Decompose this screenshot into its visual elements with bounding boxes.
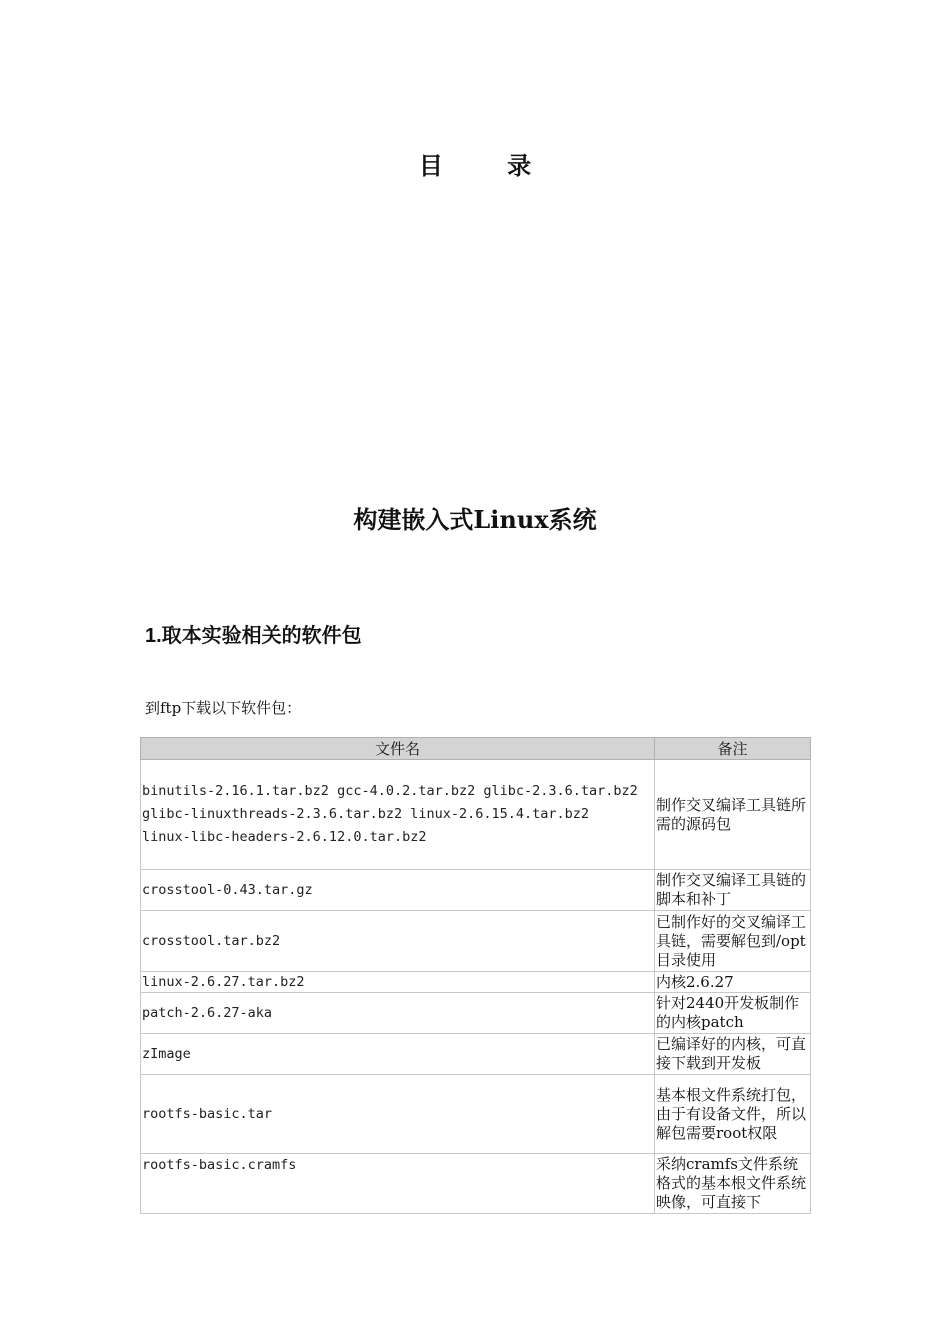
- filename-line: linux-libc-headers-2.6.12.0.tar.bz2: [142, 829, 427, 845]
- table-row: [141, 1075, 811, 1154]
- filename-cell: crosstool-0.43.tar.gz: [141, 870, 655, 911]
- note-cell: 已编译好的内核，可直接下载到开发板: [655, 1034, 811, 1075]
- filename-line: glibc-linuxthreads-2.3.6.tar.bz2 linux-2.6.15.4.tar.bz2: [142, 806, 590, 822]
- filename-cell: crosstool.tar.bz2: [141, 911, 655, 972]
- table-row: [141, 1154, 811, 1214]
- table-row: [141, 993, 811, 1034]
- note-cell: 已制作好的交叉编译工具链，需要解包到/opt目录使用: [655, 911, 811, 972]
- filename-line: binutils-2.16.1.tar.bz2 gcc-4.0.2.tar.bz2 glibc-2.3.6.tar.bz2: [142, 783, 638, 799]
- toc-title: 目 录: [418, 151, 560, 180]
- note-cell: 制作交叉编译工具链所需的源码包: [655, 760, 811, 870]
- filename-cell: [141, 760, 655, 870]
- section-heading: 1.取本实验相关的软件包: [145, 625, 362, 647]
- note-cell: 基本根文件系统打包，由于有设备文件，所以解包需要root权限: [655, 1075, 811, 1154]
- table-row: [141, 911, 811, 972]
- note-cell: 内核2.6.27: [655, 972, 811, 993]
- intro-paragraph: 到ftp下载以下软件包：: [145, 699, 302, 717]
- table-row: [141, 972, 811, 993]
- table-row: [141, 1034, 811, 1075]
- table-header-row: [141, 738, 811, 760]
- document-title: 构建嵌入式Linux系统: [353, 505, 597, 534]
- filename-cell: patch-2.6.27-aka: [141, 993, 655, 1034]
- note-cell: 采纳cramfs文件系统格式的基本根文件系统映像，可直接下: [655, 1154, 811, 1214]
- table-row: [141, 760, 811, 870]
- note-cell: 制作交叉编译工具链的脚本和补丁: [655, 870, 811, 911]
- table-row: [141, 870, 811, 911]
- file-table: [140, 737, 811, 1214]
- filename-cell: linux-2.6.27.tar.bz2: [141, 972, 655, 993]
- header-filename: 文件名: [141, 738, 655, 760]
- note-cell: 针对2440开发板制作的内核patch: [655, 993, 811, 1034]
- filename-cell: rootfs-basic.cramfs: [141, 1154, 655, 1214]
- filename-cell: zImage: [141, 1034, 655, 1075]
- header-notes: 备注: [655, 738, 811, 760]
- filename-cell: rootfs-basic.tar: [141, 1075, 655, 1154]
